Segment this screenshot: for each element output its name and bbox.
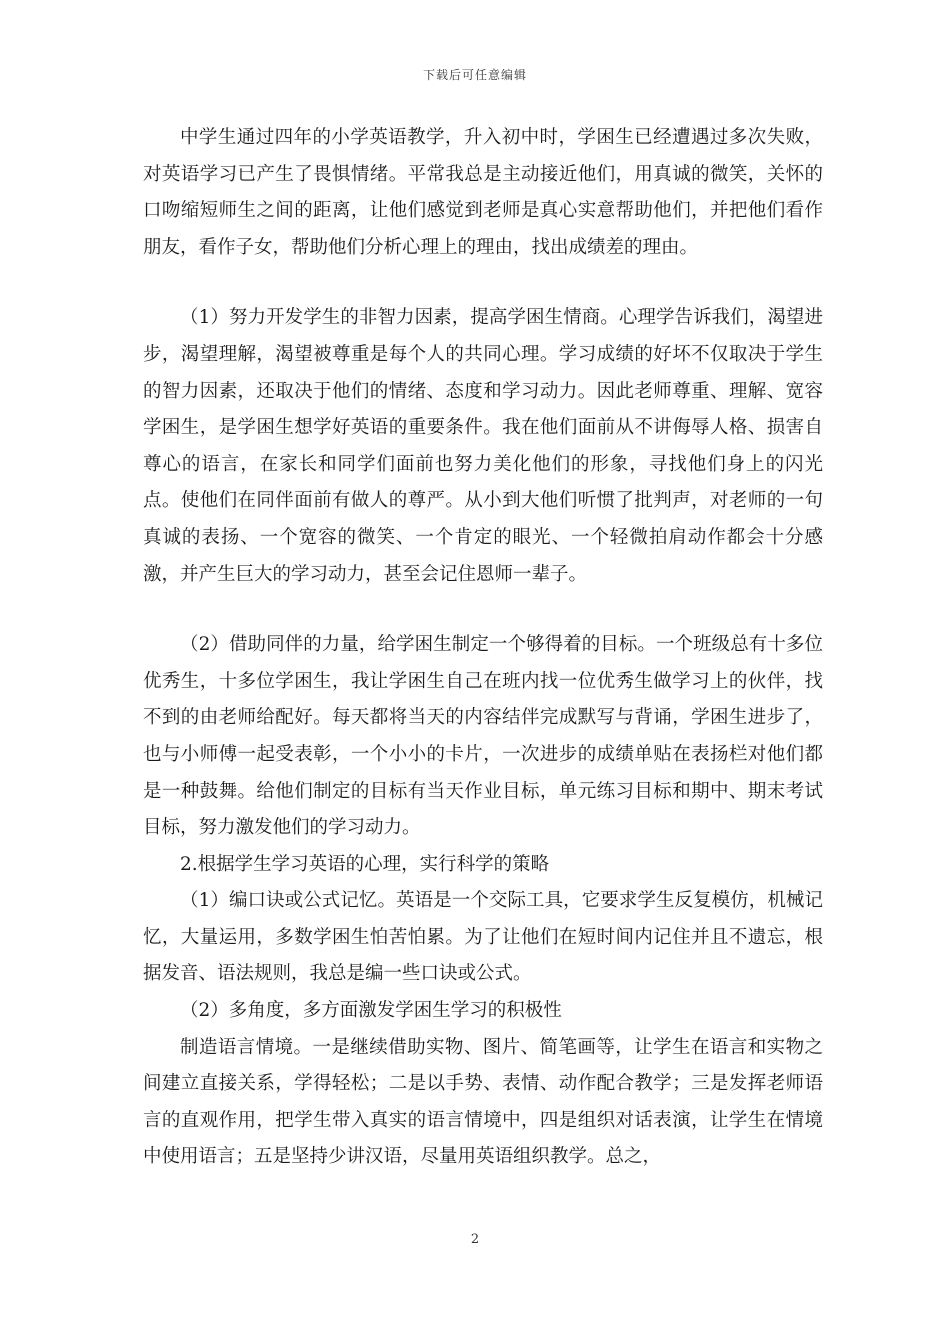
paragraph-gap (143, 266, 823, 300)
paragraph-intro: 中学生通过四年的小学英语教学，升入初中时，学困生已经遭遇过多次失败，对英语学习已产生了畏惧情绪。平常我总是主动接近他们，用真诚的微笑，关怀的口吻缩短师生之间的距离，让他们感觉到老师是真心实意帮助他们，并把他们看作朋友，看作子女，帮助他们分析心理上的理由，找出成绩差的理由。 (143, 127, 823, 258)
document-body (143, 120, 823, 1176)
paragraph-mnemonics: （1）编口诀或公式记忆。英语是一个交际工具，它要求学生反复模仿，机械记忆，大量运用，多数学困生怕苦怕累。为了让他们在短时间内记住并且不遗忘，根据发音、语法规则，我总是编一些口诀或公式。 (143, 890, 823, 985)
paragraph-non-intellectual-factors: （1）努力开发学生的非智力因素，提高学困生情商。心理学告诉我们，渴望进步，渴望理解，渴望被尊重是每个人的共同心理。学习成绩的好坏不仅取决于学生的智力因素，还取决于他们的情绪、态度和学习动力。因此老师尊重、理解、宽容学困生，是学困生想学好英语的重要条件。我在他们面前从不讲侮辱人格、损害自尊心的语言，在家长和同学们面前也努力美化他们的形象，寻找他们身上的闪光点。使他们在同伴面前有做人的尊严。从小到大他们听惯了批判声，对老师的一句真诚的表扬、一个宽容的微笑、一个肯定的眼光、一个轻微拍肩动作都会十分感激，并产生巨大的学习动力，甚至会记住恩师一辈子。 (143, 307, 823, 585)
page-number: 2 (470, 1232, 480, 1247)
section-heading-strategy: 2.根据学生学习英语的心理，实行科学的策略 (180, 853, 550, 875)
page-header: 下载后可任意编辑 (422, 68, 527, 82)
paragraph-language-situations: 制造语言情境。一是继续借助实物、图片、简笔画等，让学生在语言和实物之间建立直接关系，学得轻松；二是以手势、表情、动作配合教学；三是发挥老师语言的直观作用，把学生带入真实的语言情境中，四是组织对话表演，让学生在情境中使用语言；五是坚持少讲汉语，尽量用英语组织教学。总之， (143, 1036, 823, 1168)
subheading-motivation: （2）多角度，多方面激发学困生学习的积极性 (180, 1000, 562, 1022)
paragraph-peer-support: （2）借助同伴的力量，给学困生制定一个够得着的目标。一个班级总有十多位优秀生，十多位学困生，我让学困生自己在班内找一位优秀生做学习上的伙伴，找不到的由老师给配好。每天都将当天的内容结伴完成默写与背诵，学困生进步了，也与小师傅一起受表彰，一个小小的卡片，一次进步的成绩单贴在表扬栏对他们都是一种鼓舞。给他们制定的目标有当天作业目标，单元练习目标和期中、期末考试目标，努力激发他们的学习动力。 (143, 634, 823, 839)
paragraph-gap (143, 593, 823, 627)
